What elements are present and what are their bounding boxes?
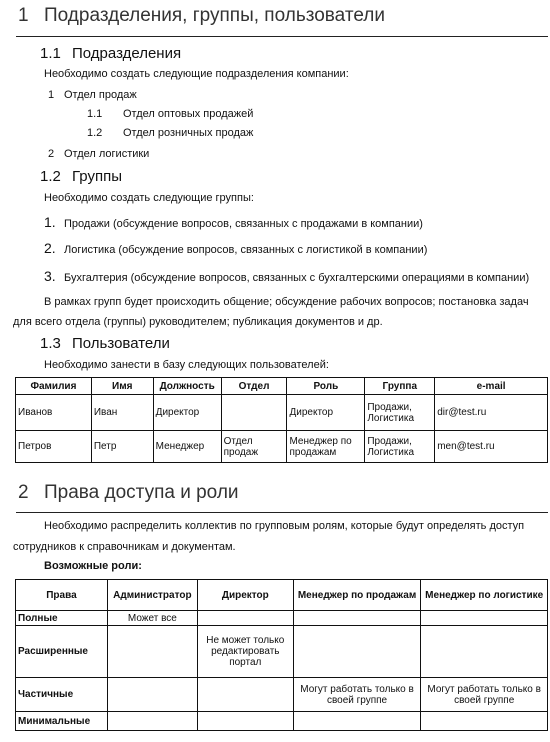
column-header: Имя — [91, 378, 153, 395]
section-1-number: 1 — [18, 5, 29, 26]
table-cell: Не может только редактировать портал — [197, 626, 293, 678]
section-1-rule — [16, 36, 548, 37]
column-header: Фамилия — [16, 378, 92, 395]
table-cell — [421, 611, 548, 626]
table-row — [16, 678, 548, 712]
section-2-title: Права доступа и роли — [44, 482, 239, 503]
subsection-1-3-number: 1.3 — [40, 335, 61, 352]
table-cell — [293, 626, 421, 678]
list-item: 2. Логистика (обсуждение вопросов, связанных с логистикой в компании) — [44, 240, 428, 256]
table-cell — [221, 395, 287, 431]
list-item: 1 Отдел продаж — [48, 89, 137, 101]
table-cell — [293, 611, 421, 626]
list-item: 1.2 Отдел розничных продаж — [87, 127, 254, 139]
rights-paragraph-line-1: Необходимо распределить коллектив по групповым ролям, которые будут определять доступ — [44, 520, 525, 532]
subsection-1-3-intro: Необходимо занести в базу следующих пользователей: — [44, 359, 329, 371]
list-item: 3. Бухгалтерия (обсуждение вопросов, связанных с бухгалтерскими операциями в компании) — [44, 268, 530, 284]
column-header: e-mail — [435, 378, 548, 395]
table-header-row — [16, 378, 548, 395]
table-row — [16, 611, 548, 626]
subsection-1-3-title: Пользователи — [72, 335, 170, 352]
table-cell — [107, 678, 197, 712]
table-cell — [197, 611, 293, 626]
list-item: 1.1 Отдел оптовых продажей — [87, 108, 254, 120]
table-cell — [421, 712, 548, 731]
table-cell: Частичные — [16, 678, 108, 712]
column-header: Администратор — [107, 580, 197, 611]
table-cell: Продажи, Логистика — [365, 431, 435, 463]
roles-label: Возможные роли: — [44, 560, 142, 572]
table-cell: Полные — [16, 611, 108, 626]
column-header: Роль — [287, 378, 365, 395]
subsection-1-2-title: Группы — [72, 168, 122, 185]
column-header: Отдел — [221, 378, 287, 395]
subsection-1-2-heading — [40, 168, 122, 185]
table-cell: Директор — [153, 395, 221, 431]
column-header: Директор — [197, 580, 293, 611]
table-cell: Иванов — [16, 395, 92, 431]
table-row — [16, 431, 548, 463]
rights-paragraph-line-2: сотрудников к справочникам и документам. — [13, 541, 236, 553]
table-cell: Иван — [91, 395, 153, 431]
section-1-heading — [18, 5, 385, 27]
subsection-1-1-heading — [40, 45, 181, 62]
table-cell — [293, 712, 421, 731]
table-cell: Продажи, Логистика — [365, 395, 435, 431]
table-row — [16, 712, 548, 731]
list-item: 2 Отдел логистики — [48, 148, 150, 160]
table-cell: Директор — [287, 395, 365, 431]
table-cell: dir@test.ru — [435, 395, 548, 431]
table-header-row — [16, 580, 548, 611]
subsection-1-1-title: Подразделения — [72, 45, 182, 62]
table-cell — [107, 712, 197, 731]
section-2-heading — [18, 482, 239, 504]
subsection-1-1-number: 1.1 — [40, 45, 61, 62]
subsection-1-3-heading — [40, 335, 170, 352]
table-cell: Расширенные — [16, 626, 108, 678]
roles-table — [15, 579, 548, 731]
groups-paragraph-line-2: для всего отдела (группы) руководителем; публикация документов и др. — [13, 316, 383, 328]
table-cell — [107, 626, 197, 678]
table-cell: Отдел продаж — [221, 431, 287, 463]
table-cell — [197, 678, 293, 712]
table-cell: Может все — [107, 611, 197, 626]
subsection-1-2-intro: Необходимо создать следующие группы: — [44, 192, 254, 204]
table-cell: Минимальные — [16, 712, 108, 731]
section-2-number: 2 — [18, 482, 29, 503]
subsection-1-2-number: 1.2 — [40, 168, 61, 185]
table-cell — [197, 712, 293, 731]
table-row — [16, 395, 548, 431]
section-2-rule — [16, 512, 548, 513]
column-header: Права — [16, 580, 108, 611]
table-cell: men@test.ru — [435, 431, 548, 463]
list-item: 1. Продажи (обсуждение вопросов, связанных с продажами в компании) — [44, 214, 423, 230]
table-cell: Менеджер по продажам — [287, 431, 365, 463]
table-cell — [421, 626, 548, 678]
subsection-1-1-intro: Необходимо создать следующие подразделения компании: — [44, 68, 349, 80]
table-cell: Могут работать только в своей группе — [293, 678, 421, 712]
table-cell: Могут работать только в своей группе — [421, 678, 548, 712]
users-table — [15, 377, 548, 463]
column-header: Менеджер по логистике — [421, 580, 548, 611]
column-header: Менеджер по продажам — [293, 580, 421, 611]
groups-paragraph-line-1: В рамках групп будет происходить общение; обсуждение рабочих вопросов; постановка задач — [44, 296, 529, 308]
column-header: Группа — [365, 378, 435, 395]
table-row — [16, 626, 548, 678]
table-cell: Менеджер — [153, 431, 221, 463]
table-cell: Петров — [16, 431, 92, 463]
column-header: Должность — [153, 378, 221, 395]
section-1-title: Подразделения, группы, пользователи — [44, 5, 385, 26]
table-cell: Петр — [91, 431, 153, 463]
